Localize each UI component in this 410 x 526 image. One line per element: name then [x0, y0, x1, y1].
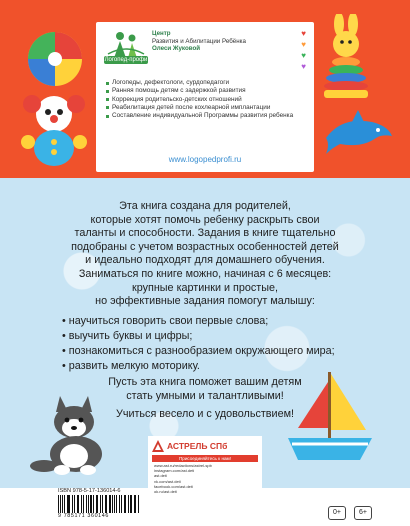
closing-line: стать умными и талантливыми! — [126, 389, 284, 402]
barcode-bar — [86, 495, 87, 513]
publisher-link[interactable]: instagram.com/ast.deti — [154, 468, 195, 474]
publisher-link[interactable]: ok.ru/ast.deti — [154, 489, 177, 495]
barcode-bar — [109, 495, 111, 513]
publisher-link[interactable]: ast.deti — [154, 473, 167, 479]
barcode-bar — [68, 495, 70, 513]
barcode-bar — [135, 495, 136, 513]
publisher-link[interactable]: vk.com/ast.deti — [154, 478, 181, 484]
intro-paragraph — [40, 200, 370, 268]
barcode-bar — [125, 495, 126, 513]
publisher-row — [148, 436, 262, 454]
usage-line: Заниматься по книге можно, начиная с 6 месяцев: — [78, 268, 332, 280]
barcode-bar — [72, 495, 73, 513]
card-header — [106, 30, 306, 71]
barcode-bar — [64, 495, 65, 513]
services-list — [106, 79, 306, 120]
barcode-bar — [67, 495, 68, 513]
barcode-bar — [60, 495, 61, 513]
dolphin-toy-icon — [322, 108, 396, 158]
barcode-bar — [74, 495, 75, 513]
clown-toy-icon — [18, 92, 90, 168]
farewell-line: Учиться весело и с удовольствием! — [115, 408, 295, 420]
heart-icon: ♥ — [301, 51, 306, 60]
skill-item: • познакомиться с разнообразием окружающего мира; — [62, 344, 335, 359]
isbn-barcode-block — [56, 488, 140, 520]
barcode-bar — [88, 495, 89, 513]
barcode-bar — [119, 495, 120, 513]
barcode-bar — [130, 495, 132, 513]
skill-item: • выучить буквы и цифры; — [62, 329, 335, 344]
barcode-bar — [106, 495, 107, 513]
service-item: Коррекция родительско-детских отношений — [106, 96, 306, 104]
center-name: Олеси Жуковой — [152, 45, 201, 52]
barcode-bar — [105, 495, 106, 513]
service-item: Составление индивидуальной Программы развития ребенка — [106, 112, 306, 120]
isbn-number: ISBN 978-5-17-136014-6 — [58, 488, 121, 494]
barcode-bar — [93, 495, 94, 513]
heart-icon: ♥ — [301, 40, 306, 49]
barcode-bar — [112, 495, 113, 513]
barcode-bar — [114, 495, 115, 513]
skill-item: • научиться говорить свои первые слова; — [62, 314, 335, 329]
barcode-bar — [90, 495, 92, 513]
ball-toy-icon — [26, 30, 84, 88]
intro-line: таланты и способности. Задания в книге тщательно — [74, 227, 336, 240]
barcode-bar — [96, 495, 97, 513]
service-item: Реабилитация детей после кохлеарной имплантации — [106, 104, 306, 112]
usage-line: но эффективные задания помогут малышу: — [95, 295, 315, 308]
heart-icons — [301, 30, 306, 71]
barcode-bar — [124, 495, 125, 513]
usage-line: крупные картинки и простые, — [131, 281, 278, 294]
publisher-links — [148, 463, 262, 494]
barcode-bar — [134, 495, 135, 513]
husky-dog-toy-icon — [26, 388, 122, 476]
skills-list — [62, 314, 335, 374]
heart-icon: ♥ — [301, 29, 306, 38]
center-subtitle: Развития и Абилитации Ребёнка — [152, 37, 246, 45]
barcode-bar — [128, 495, 129, 513]
barcode-number: 9 785171 360146 — [58, 513, 109, 519]
center-website-link[interactable]: www.logopedprofi.ru — [168, 155, 242, 164]
heart-icon: ♥ — [301, 62, 306, 71]
barcode-bar — [100, 495, 101, 513]
barcode-bar — [62, 495, 63, 513]
barcode-bar — [121, 495, 122, 513]
intro-line: и идеально подходят для домашнего обучения. — [85, 254, 325, 267]
barcode-bar — [97, 495, 98, 513]
age-rating-badge: 6+ — [354, 506, 372, 520]
barcode-bar — [58, 495, 59, 513]
age-rating-badge: 0+ — [328, 506, 346, 520]
intro-line: Эта книга создана для родителей, — [119, 200, 291, 212]
sailboat-toy-icon — [284, 366, 376, 470]
logoped-logo — [106, 30, 146, 70]
publisher-link[interactable]: www.ast.ru/redactions/astrel-spb — [154, 463, 212, 468]
center-info-card — [96, 22, 314, 172]
logo-label: Логопед-профи — [104, 57, 148, 63]
publisher-link[interactable]: facebook.com/ast.deti — [154, 483, 193, 489]
center-title: Центр — [152, 30, 171, 37]
intro-line: которые хотят помочь ребенку раскрыть свои — [90, 213, 320, 226]
barcode-bar — [81, 495, 82, 513]
closing-line: Пусть эта книга поможет вашим детям — [108, 376, 302, 388]
astrel-logo-icon — [152, 440, 164, 452]
barcode-bar — [102, 495, 103, 513]
barcode-bar — [138, 495, 139, 513]
barcode-bar — [78, 495, 79, 513]
rabbit-pyramid-toy-icon — [320, 14, 372, 104]
publisher-name: АСТРЕЛЬ СПб — [167, 441, 228, 451]
center-title-block — [152, 30, 297, 53]
skill-item: • развить мелкую моторику. — [62, 359, 335, 374]
barcode-icon — [56, 495, 140, 513]
service-item: Логопеды, дефектологи, сурдопедагоги — [106, 79, 306, 87]
join-us-bar: Присоединяйтесь к нам! — [152, 455, 258, 462]
service-item: Ранняя помощь детям с задержкой развития — [106, 87, 306, 95]
barcode-bar — [116, 495, 117, 513]
barcode-bar — [77, 495, 78, 513]
publisher-block — [148, 436, 262, 498]
usage-paragraph — [40, 268, 370, 309]
intro-line: подобраны с учетом возрастных особенностей детей — [71, 240, 339, 253]
barcode-bar — [83, 495, 84, 513]
